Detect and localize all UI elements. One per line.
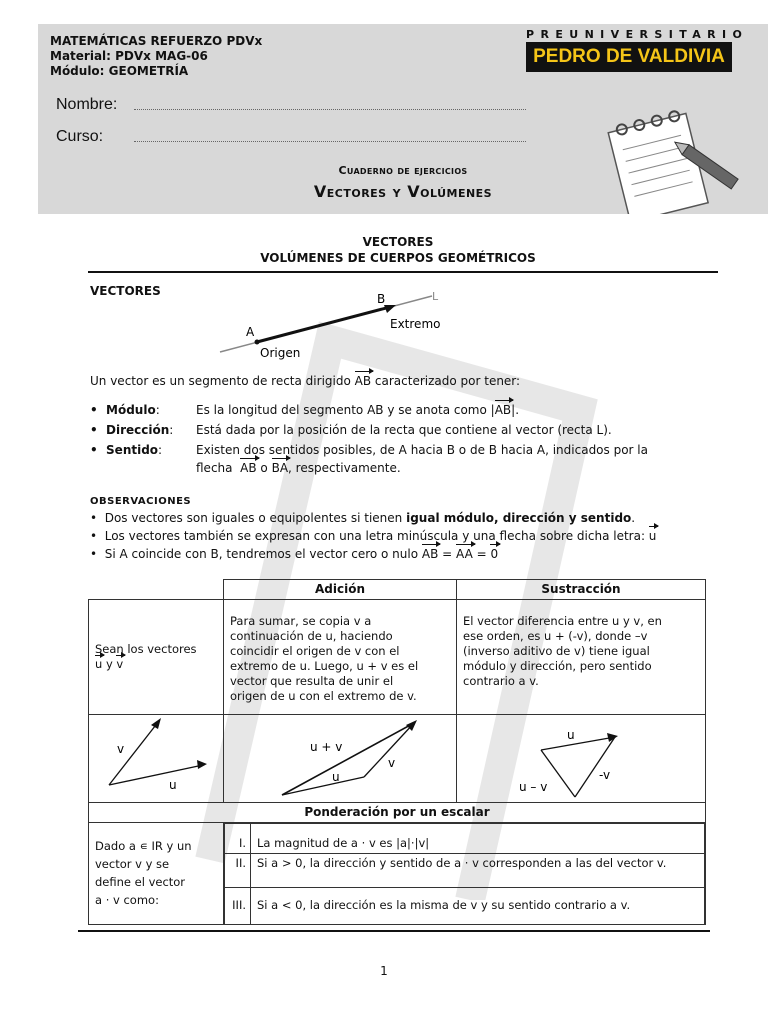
- fig3-neg-label: -v: [599, 768, 611, 782]
- booklet-title: Vectores y Volúmenes: [313, 182, 493, 201]
- vector-difference-figure: [457, 715, 705, 801]
- adicion-line: continuación de u, haciendo: [230, 629, 393, 643]
- title-line-1: VECTORES: [362, 235, 434, 249]
- line-l-label: L: [432, 290, 439, 303]
- observacion-3: • Si A coincide con B, tendremos el vector cero o nulo AB = AA = 0: [90, 547, 499, 561]
- observacion-1: • Dos vectores son iguales o equipolentes si tienen igual módulo, dirección y sentido.: [90, 511, 636, 525]
- sustraccion-line: módulo y dirección, pero sentido: [463, 659, 652, 673]
- sustraccion-line: ese orden, es u + (-v), donde –v: [463, 629, 648, 643]
- sentido-term: Sentido: [106, 443, 159, 457]
- point-a-label: A: [246, 325, 255, 339]
- nombre-label: Nombre:: [56, 96, 118, 113]
- sustraccion-text-cell: [457, 600, 706, 715]
- material-code: Material: PDVx MAG-06: [50, 49, 208, 63]
- adicion-header: Adición: [224, 580, 457, 600]
- vector-ab-diagram: [210, 286, 470, 361]
- curso-dotted-line: [134, 141, 526, 142]
- adicion-line: coincidir el origen de v con el: [230, 644, 400, 658]
- header-notch: [60, 160, 104, 200]
- observaciones-heading: OBSERVACIONES: [90, 496, 192, 507]
- vector-ab: AB: [354, 374, 372, 388]
- cuaderno-label: Cuaderno de ejercicios: [338, 164, 468, 177]
- fig3-diff-label: u – v: [519, 780, 548, 794]
- sustraccion-line: El vector diferencia entre u y v, en: [463, 614, 662, 628]
- point-b-label: B: [377, 292, 386, 306]
- vector-sum-figure: [224, 715, 456, 801]
- fig2-sum-label: u + v: [310, 740, 343, 754]
- observacion-2: • Los vectores también se expresan con una letra minúscula y una flecha sobre dicha letra: u: [90, 529, 657, 543]
- ponderacion-list: [224, 823, 705, 924]
- item-number: II.: [225, 854, 251, 888]
- header-banner: [38, 24, 768, 214]
- fig2-v-label: v: [388, 756, 396, 770]
- curso-field[interactable]: [56, 128, 103, 146]
- item-number: III.: [225, 888, 251, 924]
- module-name: Módulo: GEOMETRÍA: [50, 64, 189, 78]
- fig-diff-cell: [457, 715, 706, 803]
- modulo-term: Módulo: [106, 403, 156, 417]
- item-text: Si a > 0, la dirección y sentido de a · v corresponden a las del vector v.: [251, 854, 705, 888]
- fig1-v-label: v: [117, 742, 125, 756]
- vector-definition: [90, 373, 520, 389]
- nombre-field[interactable]: [56, 96, 117, 114]
- section-heading: VECTORES: [90, 284, 161, 298]
- item-number: I.: [225, 824, 251, 854]
- adicion-line: Para sumar, se copia v a: [230, 614, 372, 628]
- page-number: 1: [380, 964, 388, 978]
- sentido-description-2: flecha AB o BA, respectivamente.: [196, 461, 401, 475]
- extremo-label: Extremo: [390, 317, 441, 331]
- title-rule: [88, 271, 718, 273]
- ponderacion-list-cell: [224, 823, 706, 925]
- adicion-line: origen de u con el extremo de v.: [230, 689, 417, 703]
- sustraccion-line: (inverso aditivo de v) tiene igual: [463, 644, 650, 658]
- bullet-sentido: • Sentido:: [90, 443, 163, 457]
- sentido-description-1: Existen dos sentidos posibles, de A hacia B o de B hacia A, indicados por la: [196, 443, 648, 457]
- nombre-dotted-line: [134, 109, 526, 110]
- adicion-line: vector que resulta de unir el: [230, 674, 394, 688]
- operations-table: [88, 579, 706, 925]
- brand-logo: PEDRO DE VALDIVIA: [526, 42, 732, 72]
- direccion-description: Está dada por la posición de la recta que contiene al vector (recta L).: [196, 423, 612, 437]
- fig2-u-label: u: [332, 770, 340, 784]
- adicion-text-cell: [224, 600, 457, 715]
- sean-vectores-cell: Sean los vectores u y v: [89, 600, 224, 715]
- sustraccion-header: Sustracción: [457, 580, 706, 600]
- curso-label: Curso:: [56, 128, 104, 145]
- vectors-u-v-figure: [89, 715, 223, 801]
- sustraccion-line: contrario a v.: [463, 674, 539, 688]
- bullet-modulo: • Módulo:: [90, 403, 160, 417]
- item-text: La magnitud de a · v es |a|·|v|: [251, 824, 705, 854]
- origen-label: Origen: [260, 346, 301, 360]
- course-meta: [50, 34, 262, 79]
- fig3-u-label: u: [567, 728, 575, 742]
- fig-sum-cell: [224, 715, 457, 803]
- item-text: Si a < 0, la dirección es la misma de v y su sentido contrario a v.: [251, 888, 705, 924]
- fig1-u-label: u: [169, 778, 177, 792]
- ponderacion-header: Ponderación por un escalar: [89, 803, 706, 823]
- title-line-2: VOLÚMENES DE CUERPOS GEOMÉTRICOS: [260, 251, 536, 265]
- adicion-line: extremo de u. Luego, u + v es el: [230, 659, 419, 673]
- modulo-description: Es la longitud del segmento AB y se anota como |AB|.: [196, 403, 520, 417]
- definition-text-end: caracterizado por tener:: [371, 374, 521, 388]
- course-title: MATEMÁTICAS REFUERZO PDVx: [50, 34, 263, 48]
- direccion-term: Dirección: [106, 423, 170, 437]
- dado-cell: Dado a ∊ IR y un vector v y se define el vector a · v como:: [89, 823, 224, 925]
- definition-text: Un vector es un segmento de recta dirigido: [90, 374, 355, 388]
- bullet-direccion: • Dirección:: [90, 423, 174, 437]
- notebook-pencil-icon: [596, 104, 756, 214]
- brand-subtitle: PREUNIVERSITARIO: [526, 28, 749, 41]
- bottom-rule: [78, 930, 710, 932]
- fig-vectors-cell: [89, 715, 224, 803]
- document-title: [78, 234, 718, 266]
